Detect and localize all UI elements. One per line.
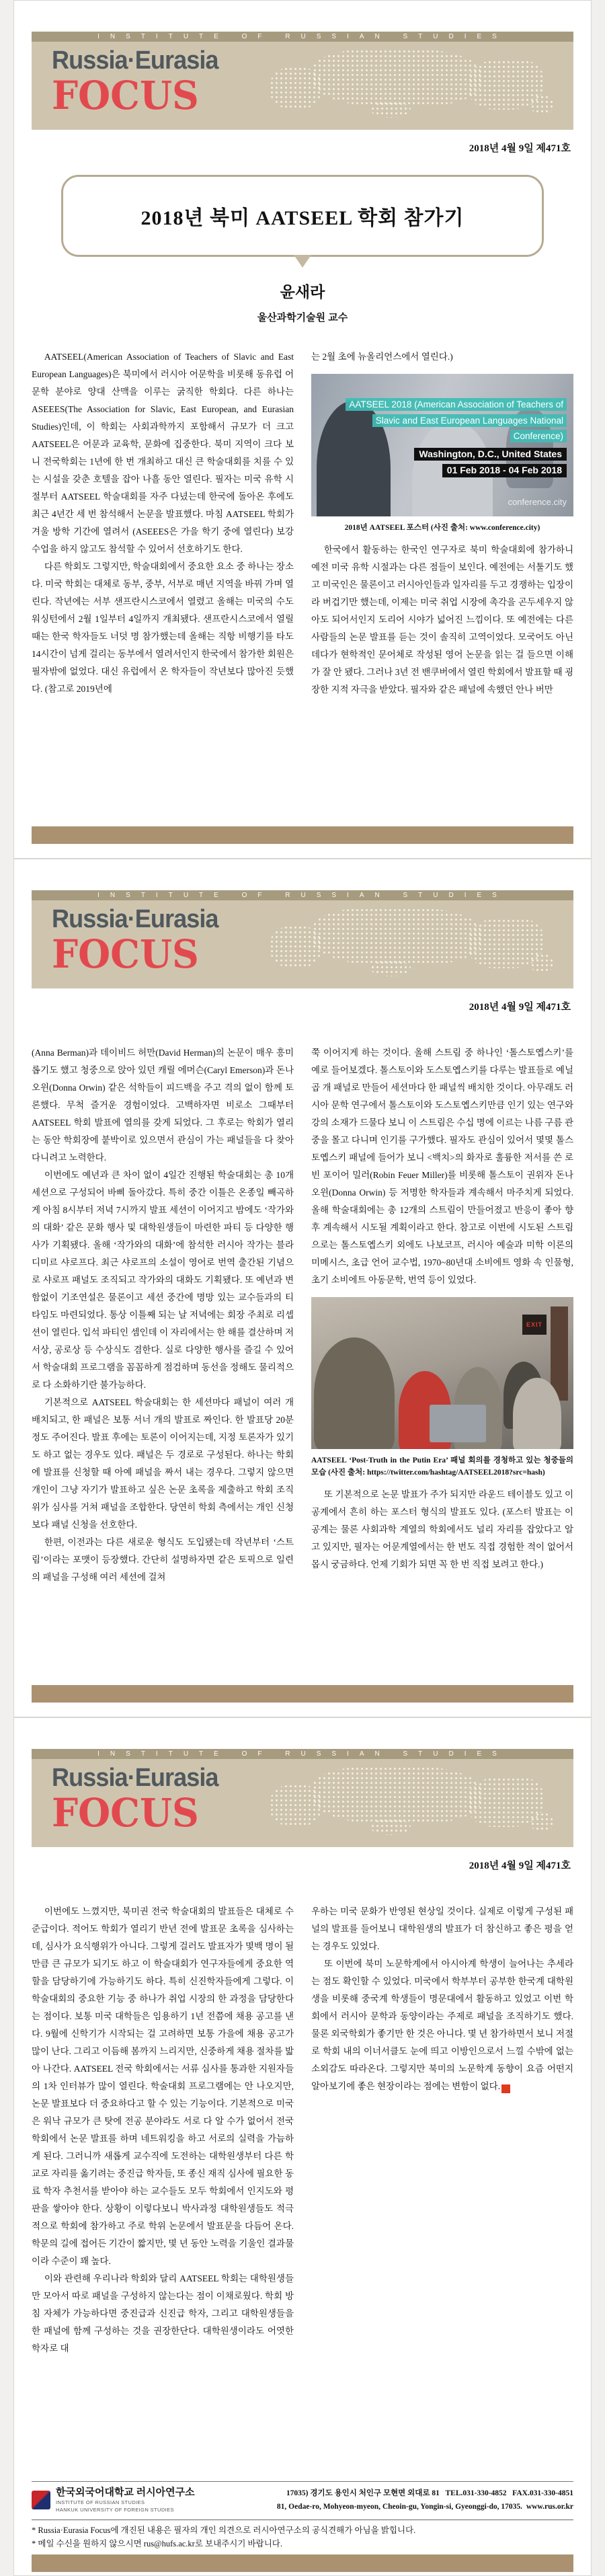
brand-focus: FOCUS bbox=[52, 1790, 199, 1836]
column-left bbox=[32, 1044, 294, 1586]
world-map-dots-icon bbox=[270, 45, 559, 120]
institute-name-korean: 한국외국어대학교 러시아연구소 bbox=[56, 2487, 195, 2498]
masthead-banner bbox=[32, 890, 573, 988]
body-paragraph: 는 2월 초에 뉴올리언스에서 열린다.) bbox=[311, 352, 453, 362]
masthead-strip: INSTITUTE OF RUSSIAN STUDIES bbox=[32, 890, 573, 900]
figure-caption: 2018년 AATSEEL 포스터 (사진 출처: www.conference.city) bbox=[344, 524, 540, 532]
footnote-unsubscribe: * 메일 수신을 원하지 않으시면 rus@hufs.ac.kr로 보내주시기 바랍니다. bbox=[32, 2539, 282, 2548]
map-dot-blob bbox=[530, 1812, 553, 1832]
body-paragraph: AATSEEL(American Association of Teachers of Slavic and East European Languages)은 북미에서 러시아 어문학을 비롯해 동유럽 어문학 분야로 양대 산맥을 이루는 굵직한 학회다. 다른 하나는 ASEEES(The Association for Slavic, East European, and Eurasian Studies)인데, 이 학회는 사회과학까지 포함해서 규모가 더 크고 AATSEEL은 어문과 교육학, 문화에 집중한다. 북미 지역이 크다 보니 전국학회는 1년에 한 번 개최하고 대신 큰 학술대회를 치를 수 있는 시설을 갖춘 호텔을 잡아 나흘 동안 열린다. 필자는 미국 유학 시절부터 AATSEEL 학술대회를 자주 다녔는데 한국에 돌아온 후에도 최근 4년간 세 번 참석해서 논문을 발표했다. 마침 AATSEEL 학회가 겨울 방학 기간에 열려서 (ASEEES은 가을 학기 중에 열린다) 보강 수업을 하지 않고도 참석할 수 있어서 선호하기도 한다. bbox=[32, 352, 294, 554]
footer-institute-row bbox=[32, 2487, 573, 2514]
issue-dateline: 2018년 4월 9일 제471호 bbox=[469, 1002, 571, 1013]
institute-en-line2: HANKUK UNIVERSITY OF FOREIGN STUDIES bbox=[56, 2506, 174, 2513]
masthead-banner bbox=[32, 1749, 573, 1847]
institute-names bbox=[56, 2487, 195, 2513]
audience-photo-image bbox=[311, 1297, 573, 1449]
author-name: 윤새라 bbox=[280, 283, 325, 301]
map-dot-blob bbox=[313, 908, 481, 966]
world-map-dots-icon bbox=[270, 904, 559, 979]
page-bottom-bar bbox=[32, 1685, 573, 1703]
body-paragraph: 쭉 이어지게 하는 것이다. 올해 스트림 중 하나인 ‘톨스토옙스키’를 예로 들어보겠다. 톨스토이와 도스토옙스키를 다루는 발표들로 예닐곱 개 패널로 만들어 세션마다 한 패널씩 배치한 것이다. 아무래도 러시아 문학 연구에서 톨스토이와 도스토옙스키만큼 인기 있는 연구와 강의 소재가 드물다 보니 이 스트림은 수십 명에 이르는 나름 구름 관중을 몰고 다니며 인기를 구가했다. 필자도 관심이 있어서 몇몇 톨스토옙스키 패널에 들어가 보니 <백치>의 화자로 훌륭한 저서를 쓴 로빈 포이어 밀러(Robin Feuer Miller)를 비롯해 톨스토이 권위자 돈나 오윈(Donna Orwin) 등 저명한 학자들과 계속해서 마주치게 되었다. 올해 학술대회에는 총 12개의 스트림이 만들어졌고 반응이 좋아 향후 계속해서 시도될 계획이라고 한다. 참고로 이번에 시도된 스트림으로는 톨스토옙스키 외에도 나보코프, 러시아 예술과 미학 이론의 미메시스, 초급 언어 교수법, 1970~80년대 소비에트 영화 속 인물형, 초기 소비에트 아동문학, 번역 등이 있었다. bbox=[311, 1048, 573, 1285]
column-right bbox=[311, 1044, 573, 1586]
map-dot-blob bbox=[370, 960, 411, 976]
world-map-dots-icon bbox=[270, 1762, 559, 1838]
footer-divider bbox=[32, 2481, 573, 2482]
body-columns bbox=[32, 1044, 573, 1586]
newsletter-page-1 bbox=[13, 0, 592, 859]
newsletter-page-3 bbox=[13, 1717, 592, 2576]
body-paragraph: (Anna Berman)과 데이비드 허만(David Herman)의 논문이 매우 흥미롭기도 했고 청중으로 앉아 있던 캐릴 에머슨(Caryl Emerson)과 돈나 오윈(Donna Orwin) 같은 석학들이 피드백을 주고 격의 없이 함께 토론했다. 무척 즐거운 경험이었다. 고백하자면 비로소 그때부터 AATSEEL 학회 발표에 열의를 갖게 되었다. 그 후로는 학회가 열리는 동안 학회장에 붙박이로 있으면서 관심이 가는 패널들을 다 찾아다니려고 노력한다. bbox=[32, 1048, 294, 1163]
brand-focus: FOCUS bbox=[52, 931, 199, 977]
map-dot-blob bbox=[313, 49, 481, 107]
page-bottom-bar bbox=[32, 2554, 573, 2572]
page-footer bbox=[32, 2481, 573, 2550]
issue-dateline: 2018년 4월 9일 제471호 bbox=[469, 143, 571, 154]
photo-silhouette bbox=[314, 1337, 395, 1449]
masthead-strip: INSTITUTE OF RUSSIAN STUDIES bbox=[32, 32, 573, 42]
body-columns bbox=[32, 1903, 573, 2357]
address-line-english bbox=[277, 2500, 573, 2514]
brand-russia-eurasia: Russia·Eurasia bbox=[52, 1764, 218, 1792]
article-title-box bbox=[61, 175, 544, 257]
address-english: 81, Oedae-ro, Mohyeon-myeon, Cheoin-gu, Yongin-si, Gyeonggi-do, 17035. bbox=[276, 2503, 523, 2511]
column-left bbox=[32, 1903, 294, 2357]
photo-silhouette bbox=[513, 1378, 561, 1449]
poster-watermark: conference.city bbox=[508, 497, 567, 507]
website-url: www.rus.or.kr bbox=[526, 2503, 573, 2511]
aatseel-poster-image bbox=[311, 374, 573, 516]
map-dot-blob bbox=[530, 953, 553, 974]
article-title: 2018년 북미 AATSEEL 학회 참가기 bbox=[140, 207, 465, 229]
poster-title-text: AATSEEL 2018 (American Association of Teachers of Slavic and East European Languages National Conference) bbox=[346, 398, 567, 442]
institute-address-block bbox=[277, 2487, 573, 2514]
footnote-disclaimer: * Russia·Eurasia Focus에 개진된 내용은 필자의 개인 의견으로 러시아연구소의 공식견해가 아님을 밝힙니다. bbox=[32, 2526, 416, 2535]
newsletter-page-2 bbox=[13, 859, 592, 1717]
column-right bbox=[311, 348, 573, 699]
figure-aatseel-poster bbox=[311, 374, 573, 535]
poster-dates-text: 01 Feb 2018 - 04 Feb 2018 bbox=[442, 464, 567, 477]
laptop-shape bbox=[430, 1405, 486, 1442]
body-columns bbox=[32, 348, 573, 699]
page-bottom-bar bbox=[32, 826, 573, 844]
column-right bbox=[311, 1903, 573, 2357]
brand-russia-eurasia: Russia·Eurasia bbox=[52, 46, 218, 75]
masthead-heading bbox=[52, 905, 227, 977]
masthead-strip: INSTITUTE OF RUSSIAN STUDIES bbox=[32, 1749, 573, 1759]
body-paragraph: 또 기본적으로 논문 발표가 주가 되지만 라운드 테이블도 있고 이공계에서 흔히 하는 포스터 형식의 발표도 있다. (포스터 발표는 이공계는 물론 사회과학 계열의 학회에서도 널리 자리를 잡았다고 알고 있지만, 필자는 어문계열에서는 한 번도 직접 경험한 적이 없어서 몹시 궁금하다. 언제 기회가 되면 꼭 한 번 직접 보려고 한다.) bbox=[311, 1489, 573, 1569]
address-korean: 17035) 경기도 용인시 처인구 모현면 외대로 81 bbox=[286, 2489, 440, 2497]
address-line-korean bbox=[277, 2487, 573, 2501]
figure-caption: AATSEEL ‘Post-Truth in the Putin Era’ 패널 회의를 경청하고 있는 청중들의 모습 (사진 출처: https://twitter.com/hashtag/AATSEEL2018?src=hash) bbox=[311, 1456, 573, 1477]
poster-location-text: Washington, D.C., United States bbox=[414, 448, 567, 461]
body-paragraph: 이와 관련해 우리나라 학회와 달리 AATSEEL 학회는 대학원생들만 모아서 따로 패널을 구성하지 않는다는 점이 이채로웠다. 학회 방침 자체가 가능하다면 중진급과 신진급 학자, 그리고 대학원생들을 한 패널에 함께 구성하는 것을 권장한단다. 대학원생이라도 어엿한 학자로 대 bbox=[32, 2273, 294, 2353]
column-left bbox=[32, 348, 294, 699]
body-paragraph: 이번에도 느꼈지만, 북미권 전국 학술대회의 발표들은 대체로 수준급이다. 적어도 학회가 열리기 반년 전에 발표문 초록을 심사하는데, 심사가 요식행위가 아니다. 그렇게 걸러도 발표자가 몇백 명이 될 만큼 큰 규모가 되기도 하고 이 학술대회가 연구자들에게 중요한 역할을 담당하기에 가능하기도 하다. 특히 신진학자들에게 그렇다. 이 학술대회의 중요한 기능 중 하나가 취업 시장의 한 과정을 담당한다는 점이다. 보통 미국 대학들은 임용하기 1년 전쯤에 채용 공고를 낸다. 9월에 신학기가 시작되는 걸 고려하면 보통 가을에 채용 공고가 많이 난다. 그리고 이듬해 봄까지 느리지만, 신중하게 채용 절차를 밟아 나간다. AATSEEL 전국 학회에서는 서류 심사를 통과한 지원자들의 1차 인터뷰가 많이 열린다. 학술대회 프로그램에는 안 나오지만, 논문 발표보다 더 중요하다고 할 수 있는 기능이다. 기본적으로 미국은 워낙 규모가 큰 탓에 전공 분야라도 서로 다 알 수가 없어서 전국 학회에서 논문 발표를 하며 네트워킹을 하고 서로의 실력을 가늠하게 된다. 그러니까 새롭게 교수직에 도전하는 대학원생부터 다른 학교로 자리를 옮기려는 중진급 학자들, 또 종신 재직 심사에 필요한 동료 학자 추천서를 받아야 하는 교수들도 모두 학회에서 인지도와 평판을 쌓아야 한다. 상황이 이렇다보니 박사과정 대학원생들도 적극적으로 학회에 참가하고 주로 학위 논문에서 발표문을 다듬어 온다. 학문의 길에 접어든 기간이 짧지만, 몇 년 동안 노력을 기울인 결과물이라 수준이 꽤 높다. bbox=[32, 1906, 294, 2266]
body-paragraph: 이번에도 예년과 큰 차이 없이 4일간 진행된 학술대회는 총 10개 세션으로 구성되어 바삐 돌아갔다. 특히 중간 이틀은 온종일 빼곡하게 아침 8시부터 저녁 7시까지 발표 세션이 이어지고 밤에도 ‘작가와의 대화’ 같은 문화 행사 및 대학원생들이 마련한 파티 등 다양한 행사가 기획됐다. 올해 ‘작가와의 대화’에 참석한 러시아 작가는 블라디미르 샤로프다. 최근 샤로프의 소설이 영어로 번역 출간된 기념으로 샤로프 패널도 조직되고 작가와의 대화도 기획됐다. 또 예년과 변함없이 기조연설은 물론이고 세션 중간에 명망 있는 교수들과의 티타임도 마련되었다. 통상 이틀째 되는 날 저녁에는 회장 주최로 리셉션이 열린다. 입석 파티인 셈인데 이 자리에서는 한 해를 결산하며 저서상, 공로상 등 수상식도 겸한다. 실로 다양한 행사를 즐길 수 있어서 학술대회 프로그램을 꼼꼼하게 점검하며 동선을 정해도 물리적으로 다 소화하기란 불가능하다. bbox=[32, 1170, 294, 1390]
fax-number: FAX.031-330-4851 bbox=[512, 2489, 573, 2497]
map-dot-blob bbox=[370, 1819, 411, 1835]
institute-logo-icon bbox=[32, 2491, 50, 2509]
exit-sign: EXIT bbox=[522, 1315, 547, 1335]
issue-dateline: 2018년 4월 9일 제471호 bbox=[469, 1861, 571, 1871]
institute-name-english bbox=[56, 2499, 195, 2513]
body-paragraph: 다른 학회도 그렇지만, 학술대회에서 중요한 요소 중 하나는 장소다. 미국 학회는 대체로 동부, 중부, 서부로 매년 지역을 바꿔 가며 열린다. 작년에는 서부 샌프란시스코에서 열렸고 올해는 미국의 수도 워싱턴에서 2월 1일부터 4일까지 개최됐다. 샌프란시스코에서 열릴 때는 한국 학자들도 너덧 명 참가했는데 올해는 직항 비행기를 타도 14시간이 넘게 걸리는 동부에서 열려서인지 한국에서 참가한 회원은 필자밖에 없었다. 대신 유럽에서 온 학자들이 작년보다 많아진 듯했다. (참고로 2019년에 bbox=[32, 561, 294, 694]
body-paragraph: 기본적으로 AATSEEL 학술대회는 한 세션마다 패널이 여러 개 배치되고, 한 패널은 보통 서너 개의 발표로 짜인다. 한 발표당 20분 정도 주어진다. 발표 후에는 토론이 이어지는데, 지정 토론자가 있기도 하고 없는 경우도 있다. 패널은 두 경로로 구성된다. 하나는 학회에 발표를 신청할 때 아예 패널을 짜서 내는 경우다. 그렇지 않으면 개인이 그냥 자기가 발표하고 싶은 논문 초록을 제출하고 학회 조직위가 심사를 거쳐 패널을 조합한다. 당연히 학회 측에서는 개인 신청보다 패널 신청을 선호한다. bbox=[32, 1397, 294, 1530]
author-affiliation: 울산과학기술원 교수 bbox=[257, 312, 348, 323]
body-paragraph bbox=[311, 1955, 573, 2095]
brand-russia-eurasia: Russia·Eurasia bbox=[52, 905, 218, 933]
map-dot-blob bbox=[313, 1766, 481, 1824]
figure-audience-photo bbox=[311, 1297, 573, 1479]
body-paragraph-text: 또 이번에 북미 노문학계에서 아시아계 학생이 늘어나는 추세라는 점도 확인할 수 있었다. 미국에서 학부부터 공부한 한국계 대학원생을 비롯해 중국계 학생들이 명문대에서 활동하고 있었고 이번 학회에서 러시아 문학과 동양이라는 주제로 패널을 조직하기도 했다. 물론 외국학회가 좋기만 한 것은 아니다. 몇 년 참가하면서 보니 저절로 학회 내의 이너서클도 눈에 띄고 이방인으로서 느낄 수밖에 없는 소외감도 따라온다. 그렇지만 북미의 노문학계 동향이 요즘 어떤지 알아보기에 좋은 현장이라는 점에는 변함이 없다. bbox=[311, 1959, 573, 2091]
poster-overlay-text bbox=[345, 397, 567, 477]
body-paragraph: 한국에서 활동하는 한국인 연구자로 북미 학술대회에 참가하니 예전 미국 유학 시절과는 다른 점들이 보인다. 예전에는 서툴기도 했고 미국인은 물론이고 러시아인들과 일자리를 두고 경쟁하는 입장이라 버겁기만 했는데, 이제는 미국 취업 시장에 촉각을 곤두세우지 않아도 되어서인지 도리어 시야가 넓어진 느낌이다. 또 예전에는 다른 사람들의 논문 발표를 듣는 것이 솔직히 고역이었다. 모국어도 아닌 데다가 현학적인 문어체로 작성된 영어 논문을 읽는 걸 들으면 이해가 잘 안 됐다. 그러나 3년 전 밴쿠버에서 열린 학회에서 발표할 때 굉장한 지적 자극을 받았다. 필자와 같은 패널에 속했던 안나 버만 bbox=[311, 544, 573, 695]
map-dot-blob bbox=[370, 102, 411, 118]
map-dot-blob bbox=[530, 95, 553, 115]
brand-focus: FOCUS bbox=[52, 73, 199, 118]
body-paragraph: 우하는 미국 문화가 반영된 현상일 것이다. 실제로 이렇게 구성된 패널의 발표를 들어보니 대학원생의 발표가 더 참신하고 좋은 평을 얻는 경우도 있었다. bbox=[311, 1906, 573, 1951]
masthead-banner bbox=[32, 32, 573, 130]
rs-end-mark-icon: RS bbox=[501, 2084, 510, 2093]
masthead-heading bbox=[52, 1764, 227, 1836]
masthead-heading bbox=[52, 46, 227, 118]
author-block bbox=[32, 280, 573, 324]
body-paragraph: 한편, 이전과는 다른 새로운 형식도 도입됐는데 작년부터 ‘스트림’이라는 포맷이 등장했다. 간단히 설명하자면 같은 토픽으로 일련의 패널을 구성해 여러 세션에 걸쳐 bbox=[32, 1537, 294, 1582]
telephone-number: TEL.031-330-4852 bbox=[445, 2489, 507, 2497]
institute-en-line1: INSTITUTE OF RUSSIAN STUDIES bbox=[56, 2499, 145, 2506]
